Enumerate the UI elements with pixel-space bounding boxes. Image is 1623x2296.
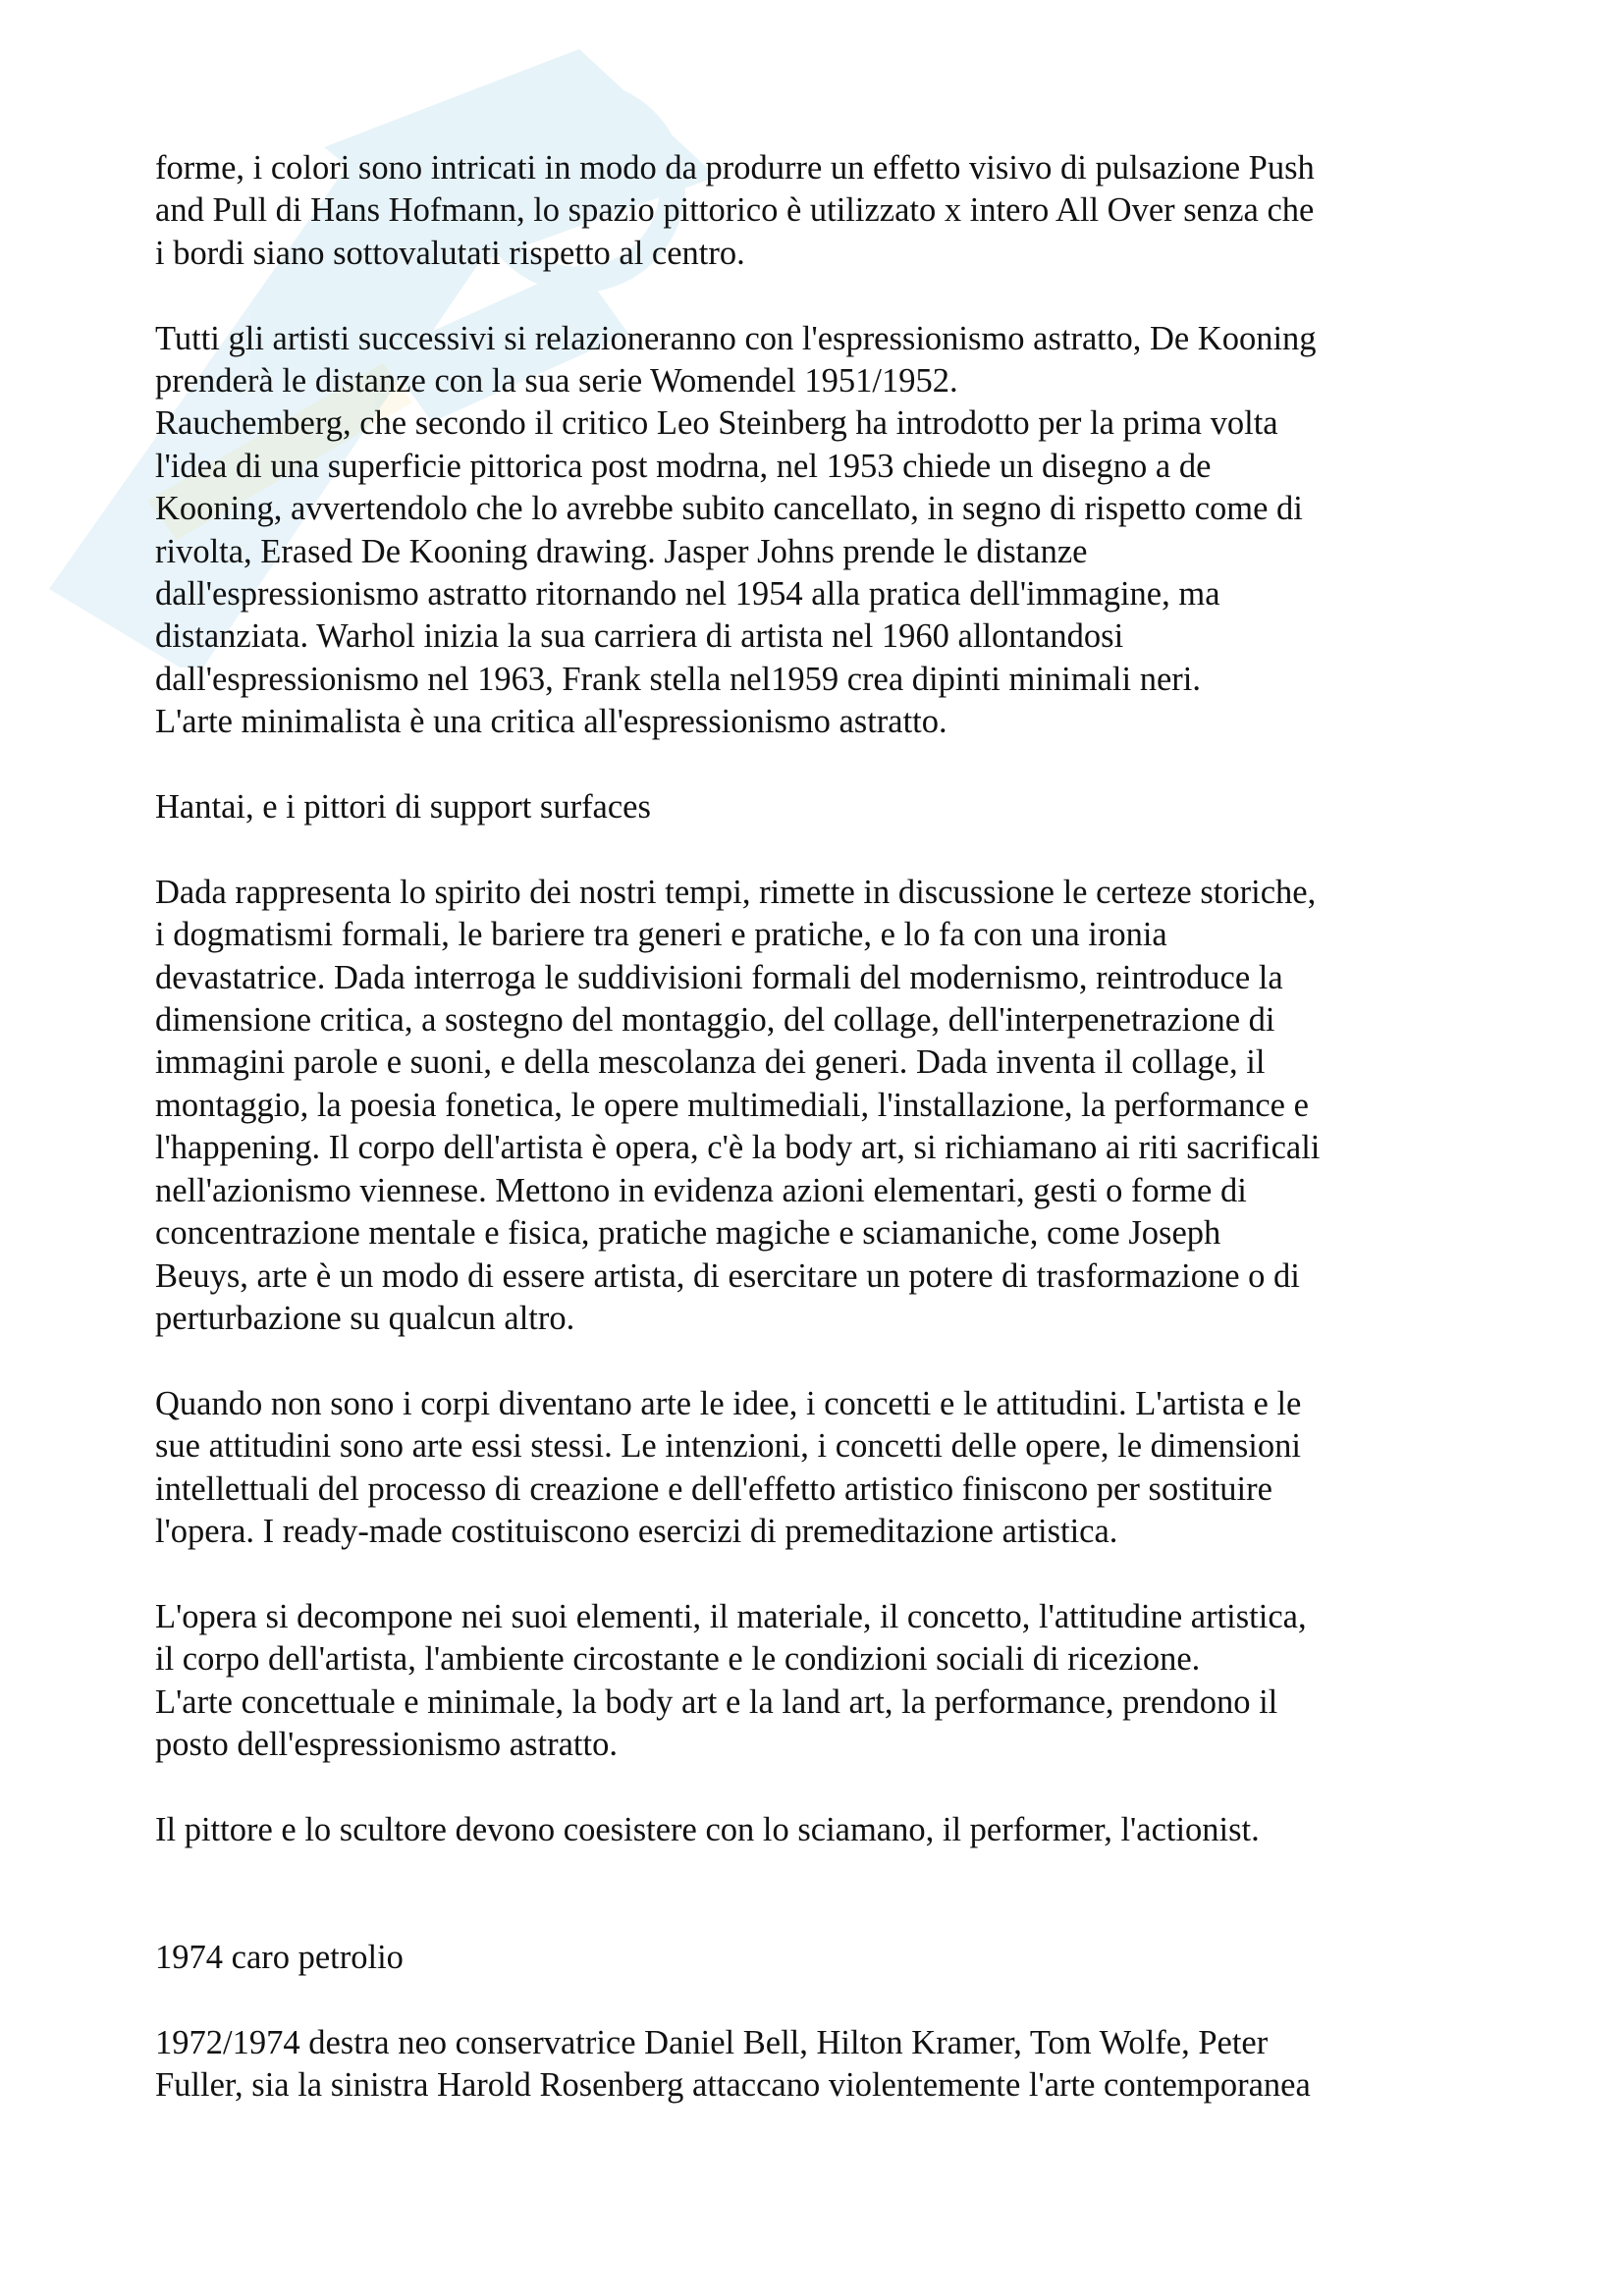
paragraph-gap	[155, 1895, 1530, 1937]
text-line: montaggio, la poesia fonetica, le opere multimediali, l'installazione, la performance e	[155, 1086, 1309, 1124]
text-line: and Pull di Hans Hofmann, lo spazio pittorico è utilizzato x intero All Over senza che	[155, 191, 1315, 230]
text-line: Dada rappresenta lo spirito dei nostri tempi, rimette in discussione le certeze storiche,	[155, 873, 1317, 911]
paragraph	[155, 872, 1530, 1340]
paragraph	[155, 2022, 1530, 2108]
text-line: Fuller, sia la sinistra Harold Rosenberg attaccano violentemente l'arte contemporanea	[155, 2066, 1311, 2105]
text-line: Quando non sono i corpi diventano arte le idee, i concetti e le attitudini. L'artista e le	[155, 1384, 1302, 1422]
text-line: dimensione critica, a sostegno del montaggio, del collage, dell'interpenetrazione di	[155, 1001, 1275, 1040]
text-line: concentrazione mentale e fisica, pratiche magiche e sciamaniche, come Joseph	[155, 1214, 1221, 1253]
text-line: forme, i colori sono intricati in modo da produrre un effetto visivo di pulsazione Push	[155, 149, 1315, 187]
text-line: Beuys, arte è un modo di essere artista, di esercitare un potere di trasformazione o di	[155, 1256, 1300, 1295]
text-line: 1974 caro petrolio	[155, 1938, 404, 1976]
text-line: perturbazione su qualcun altro.	[155, 1299, 575, 1337]
text-line: Tutti gli artisti successivi si relazioneranno con l'espressionismo astratto, De Kooning	[155, 319, 1317, 357]
text-line: l'opera. I ready-made costituiscono esercizi di premeditazione artistica.	[155, 1512, 1118, 1550]
text-line: prenderà le distanze con la sua serie Womendel 1951/1952.	[155, 362, 958, 400]
text-line: l'idea di una superficie pittorica post modrna, nel 1953 chiede un disegno a de	[155, 447, 1212, 485]
text-line: posto dell'espressionismo astratto.	[155, 1725, 618, 1763]
text-line: L'opera si decompone nei suoi elementi, il materiale, il concetto, l'attitudine artistica,	[155, 1597, 1307, 1635]
text-line: Hantai, e i pittori di support surfaces	[155, 788, 651, 827]
text-line: sue attitudini sono arte essi stessi. Le intenzioni, i concetti delle opere, le dimensioni	[155, 1427, 1301, 1466]
text-line: Il pittore e lo scultore devono coesistere con lo sciamano, il performer, l'actionist.	[155, 1810, 1260, 1848]
paragraph	[155, 318, 1530, 744]
document-body	[155, 147, 1530, 2150]
paragraph	[155, 1809, 1530, 1851]
text-line: intellettuali del processo di creazione e dell'effetto artistico finiscono per sostituire	[155, 1469, 1272, 1508]
paragraph	[155, 147, 1530, 275]
text-line: rivolta, Erased De Kooning drawing. Jasper Johns prende le distanze	[155, 532, 1088, 570]
text-line: nell'azionismo viennese. Mettono in evidenza azioni elementari, gesti o forme di	[155, 1171, 1247, 1209]
text-line: devastatrice. Dada interroga le suddivisioni formali del modernismo, reintroduce la	[155, 958, 1283, 996]
text-line: i bordi siano sottovalutati rispetto al centro.	[155, 234, 745, 272]
text-line: Kooning, avvertendolo che lo avrebbe subito cancellato, in segno di rispetto come di	[155, 490, 1303, 528]
paragraph	[155, 1937, 1530, 1979]
paragraph	[155, 1383, 1530, 1554]
text-line: L'arte minimalista è una critica all'espressionismo astratto.	[155, 703, 947, 741]
paragraph	[155, 786, 1530, 828]
text-line: dall'espressionismo astratto ritornando nel 1954 alla pratica dell'immagine, ma	[155, 575, 1220, 614]
paragraph	[155, 1596, 1530, 1767]
text-line: 1972/1974 destra neo conservatrice Daniel Bell, Hilton Kramer, Tom Wolfe, Peter	[155, 2023, 1269, 2061]
text-line: L'arte concettuale e minimale, la body art e la land art, la performance, prendono il	[155, 1682, 1278, 1721]
text-line: il corpo dell'artista, l'ambiente circostante e le condizioni sociali di ricezione.	[155, 1640, 1201, 1679]
text-line: immagini parole e suoni, e della mescolanza dei generi. Dada inventa il collage, il	[155, 1043, 1266, 1082]
text-line: distanziata. Warhol inizia la sua carriera di artista nel 1960 allontandosi	[155, 617, 1124, 656]
text-line: i dogmatismi formali, le bariere tra generi e pratiche, e lo fa con una ironia	[155, 916, 1167, 954]
text-line: Rauchemberg, che secondo il critico Leo Steinberg ha introdotto per la prima volta	[155, 404, 1278, 443]
text-line: dall'espressionismo nel 1963, Frank stella nel1959 crea dipinti minimali neri.	[155, 660, 1201, 698]
text-line: l'happening. Il corpo dell'artista è opera, c'è la body art, si richiamano ai riti sacrificali	[155, 1129, 1321, 1167]
